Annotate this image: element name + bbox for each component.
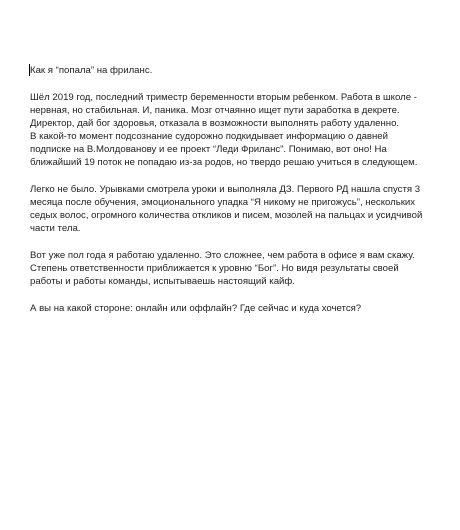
paragraph-spacer	[30, 235, 440, 249]
paragraph-2	[30, 183, 440, 235]
paragraph-4	[30, 302, 440, 315]
text-line: подписке на В.Молдованову и ее проект “Леди Фриланс”. Понимаю, вот оно! На	[30, 144, 387, 155]
text-line: Директор, дай бог здоровья, отказала в возможности выполнять работу удаленно.	[30, 118, 400, 129]
document-title: Как я “попала” на фриланс.	[30, 65, 153, 76]
text-line: А вы на какой стороне: онлайн или оффлайн? Где сейчас и куда хочется?	[30, 303, 362, 314]
text-line: ближайший 19 поток не попадаю из-за родов, но твердо решаю учиться в следующем.	[30, 157, 418, 168]
paragraph-spacer	[30, 288, 440, 302]
text-line: Шёл 2019 год, последний триместр беременности вторым ребенком. Работа в школе -	[30, 92, 417, 103]
text-line: Легко не было. Урывками смотрела уроки и выполняла ДЗ. Первого РД нашла спустя 3	[30, 184, 421, 195]
paragraph-1	[30, 91, 440, 169]
paragraph-3	[30, 249, 440, 288]
document-body[interactable]	[30, 64, 440, 315]
paragraph-spacer	[30, 169, 440, 183]
text-line: работы и работы команды, испытываешь настоящий кайф.	[30, 276, 295, 287]
paragraph-spacer	[30, 77, 440, 91]
text-line: месяца после обучения, эмоционального упадка “Я никому не пригожусь”, нескольких	[30, 197, 416, 208]
text-line: Степень ответственности приближается к уровню “Бог”. Но видя результаты своей	[30, 263, 399, 274]
text-line: В какой-то момент подсознание судорожно подкидывает информацию о давней	[30, 131, 388, 142]
text-line: части тела.	[30, 223, 81, 234]
text-line: седых волос, огромного количества откликов и писем, мозолей на пальцах и усидчивой	[30, 210, 423, 221]
text-line: Вот уже пол года я работаю удаленно. Это сложнее, чем работа в офисе я вам скажу.	[30, 250, 415, 261]
text-line: нервная, но стабильная. И, паника. Мозг отчаянно ищет пути заработка в декрете.	[30, 105, 400, 116]
